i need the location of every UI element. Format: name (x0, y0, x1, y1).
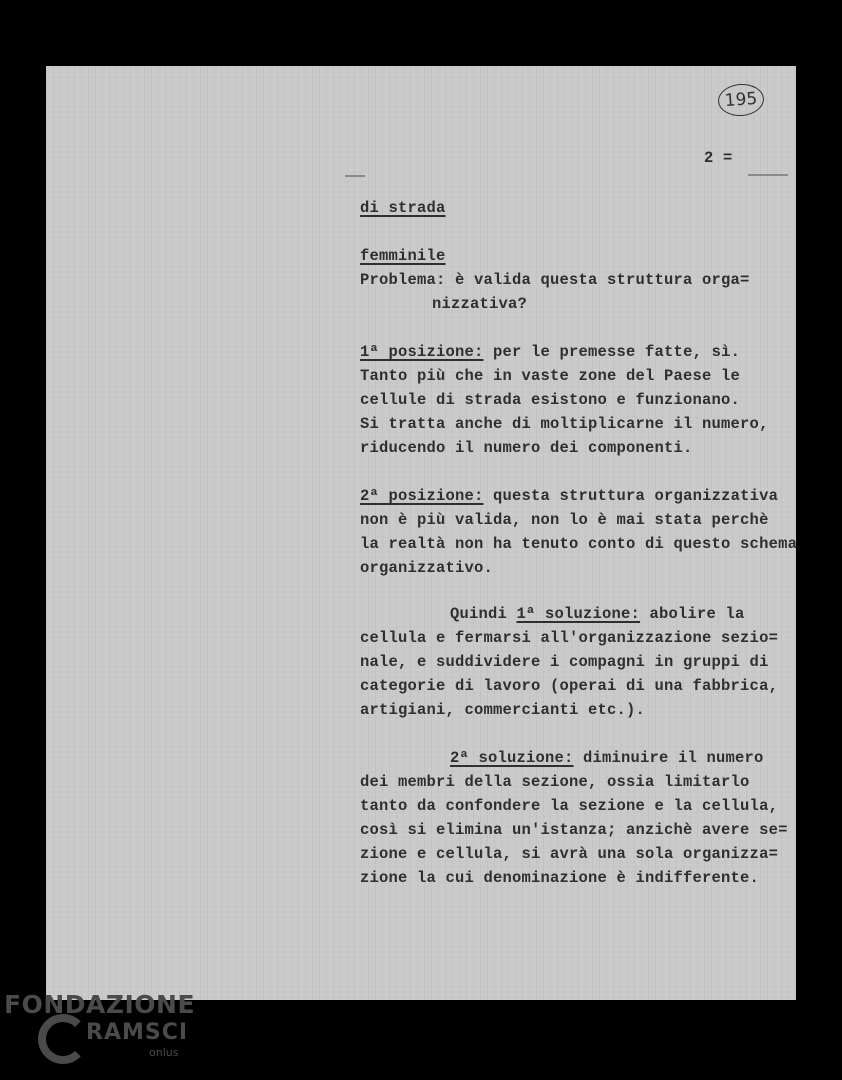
heading: di strada (360, 199, 446, 217)
problem-line-1: Problema: è valida questa struttura orga= (360, 271, 750, 289)
archive-number-stamp: 195 (717, 82, 765, 117)
problem-label: Problema: (360, 271, 446, 289)
position2-label: 2ª posizione: (360, 487, 484, 505)
solution1-line-1: Quindi 1ª soluzione: abolire la (450, 605, 745, 623)
solution1-label: 1ª soluzione: (516, 605, 641, 623)
solution1-line-5: artigiani, commercianti etc.). (360, 701, 646, 719)
left-margin-mark (345, 175, 365, 177)
logo-line-3: onlus (149, 1046, 179, 1059)
position1-line-3: cellule di strada esistono e funzionano. (360, 391, 741, 409)
solution2-line-6: zione la cui denominazione è indifferente. (360, 869, 760, 887)
subheading: femminile (360, 247, 446, 265)
position1-line-1: 1ª posizione: per le premesse fatte, sì. (360, 343, 741, 361)
page-number: 2 = (704, 149, 733, 167)
position1-line-2: Tanto più che in vaste zone del Paese le (360, 367, 741, 385)
position1-line-4: Si tratta anche di moltiplicarne il numero, (360, 415, 769, 433)
position1-label: 1ª posizione: (360, 343, 484, 361)
right-margin-mark (748, 174, 788, 176)
logo-line-1: FONDAZIONE (4, 990, 196, 1019)
fondazione-gramsci-logo (4, 990, 214, 1078)
logo-line-2: RAMSCI (86, 1020, 189, 1045)
position2-line-4: organizzativo. (360, 559, 494, 577)
position2-line-2: non è più valida, non lo è mai stata perchè (360, 511, 769, 529)
solution2-line-1: 2ª soluzione: diminuire il numero (450, 749, 764, 767)
solution2-line-4: così si elimina un'istanza; anzichè avere se= (360, 821, 788, 839)
position2-line-1: 2ª posizione: questa struttura organizzativa (360, 487, 779, 505)
position1-line-5: riducendo il numero dei componenti. (360, 439, 693, 457)
solution1-line-3: nale, e suddividere i compagni in gruppi di (360, 653, 769, 671)
solution2-line-2: dei membri della sezione, ossia limitarlo (360, 773, 750, 791)
solution2-line-5: zione e cellula, si avrà una sola organizza= (360, 845, 779, 863)
solution1-line-4: categorie di lavoro (operai di una fabbrica, (360, 677, 779, 695)
solution2-line-3: tanto da confondere la sezione e la cellula, (360, 797, 779, 815)
solution1-line-2: cellula e fermarsi all'organizzazione sezio= (360, 629, 779, 647)
solution2-label: 2ª soluzione: (450, 749, 574, 767)
logo-g-icon (38, 1014, 88, 1064)
problem-line-2: nizzativa? (432, 295, 528, 313)
position2-line-3: la realtà non ha tenuto conto di questo schema (360, 535, 798, 553)
